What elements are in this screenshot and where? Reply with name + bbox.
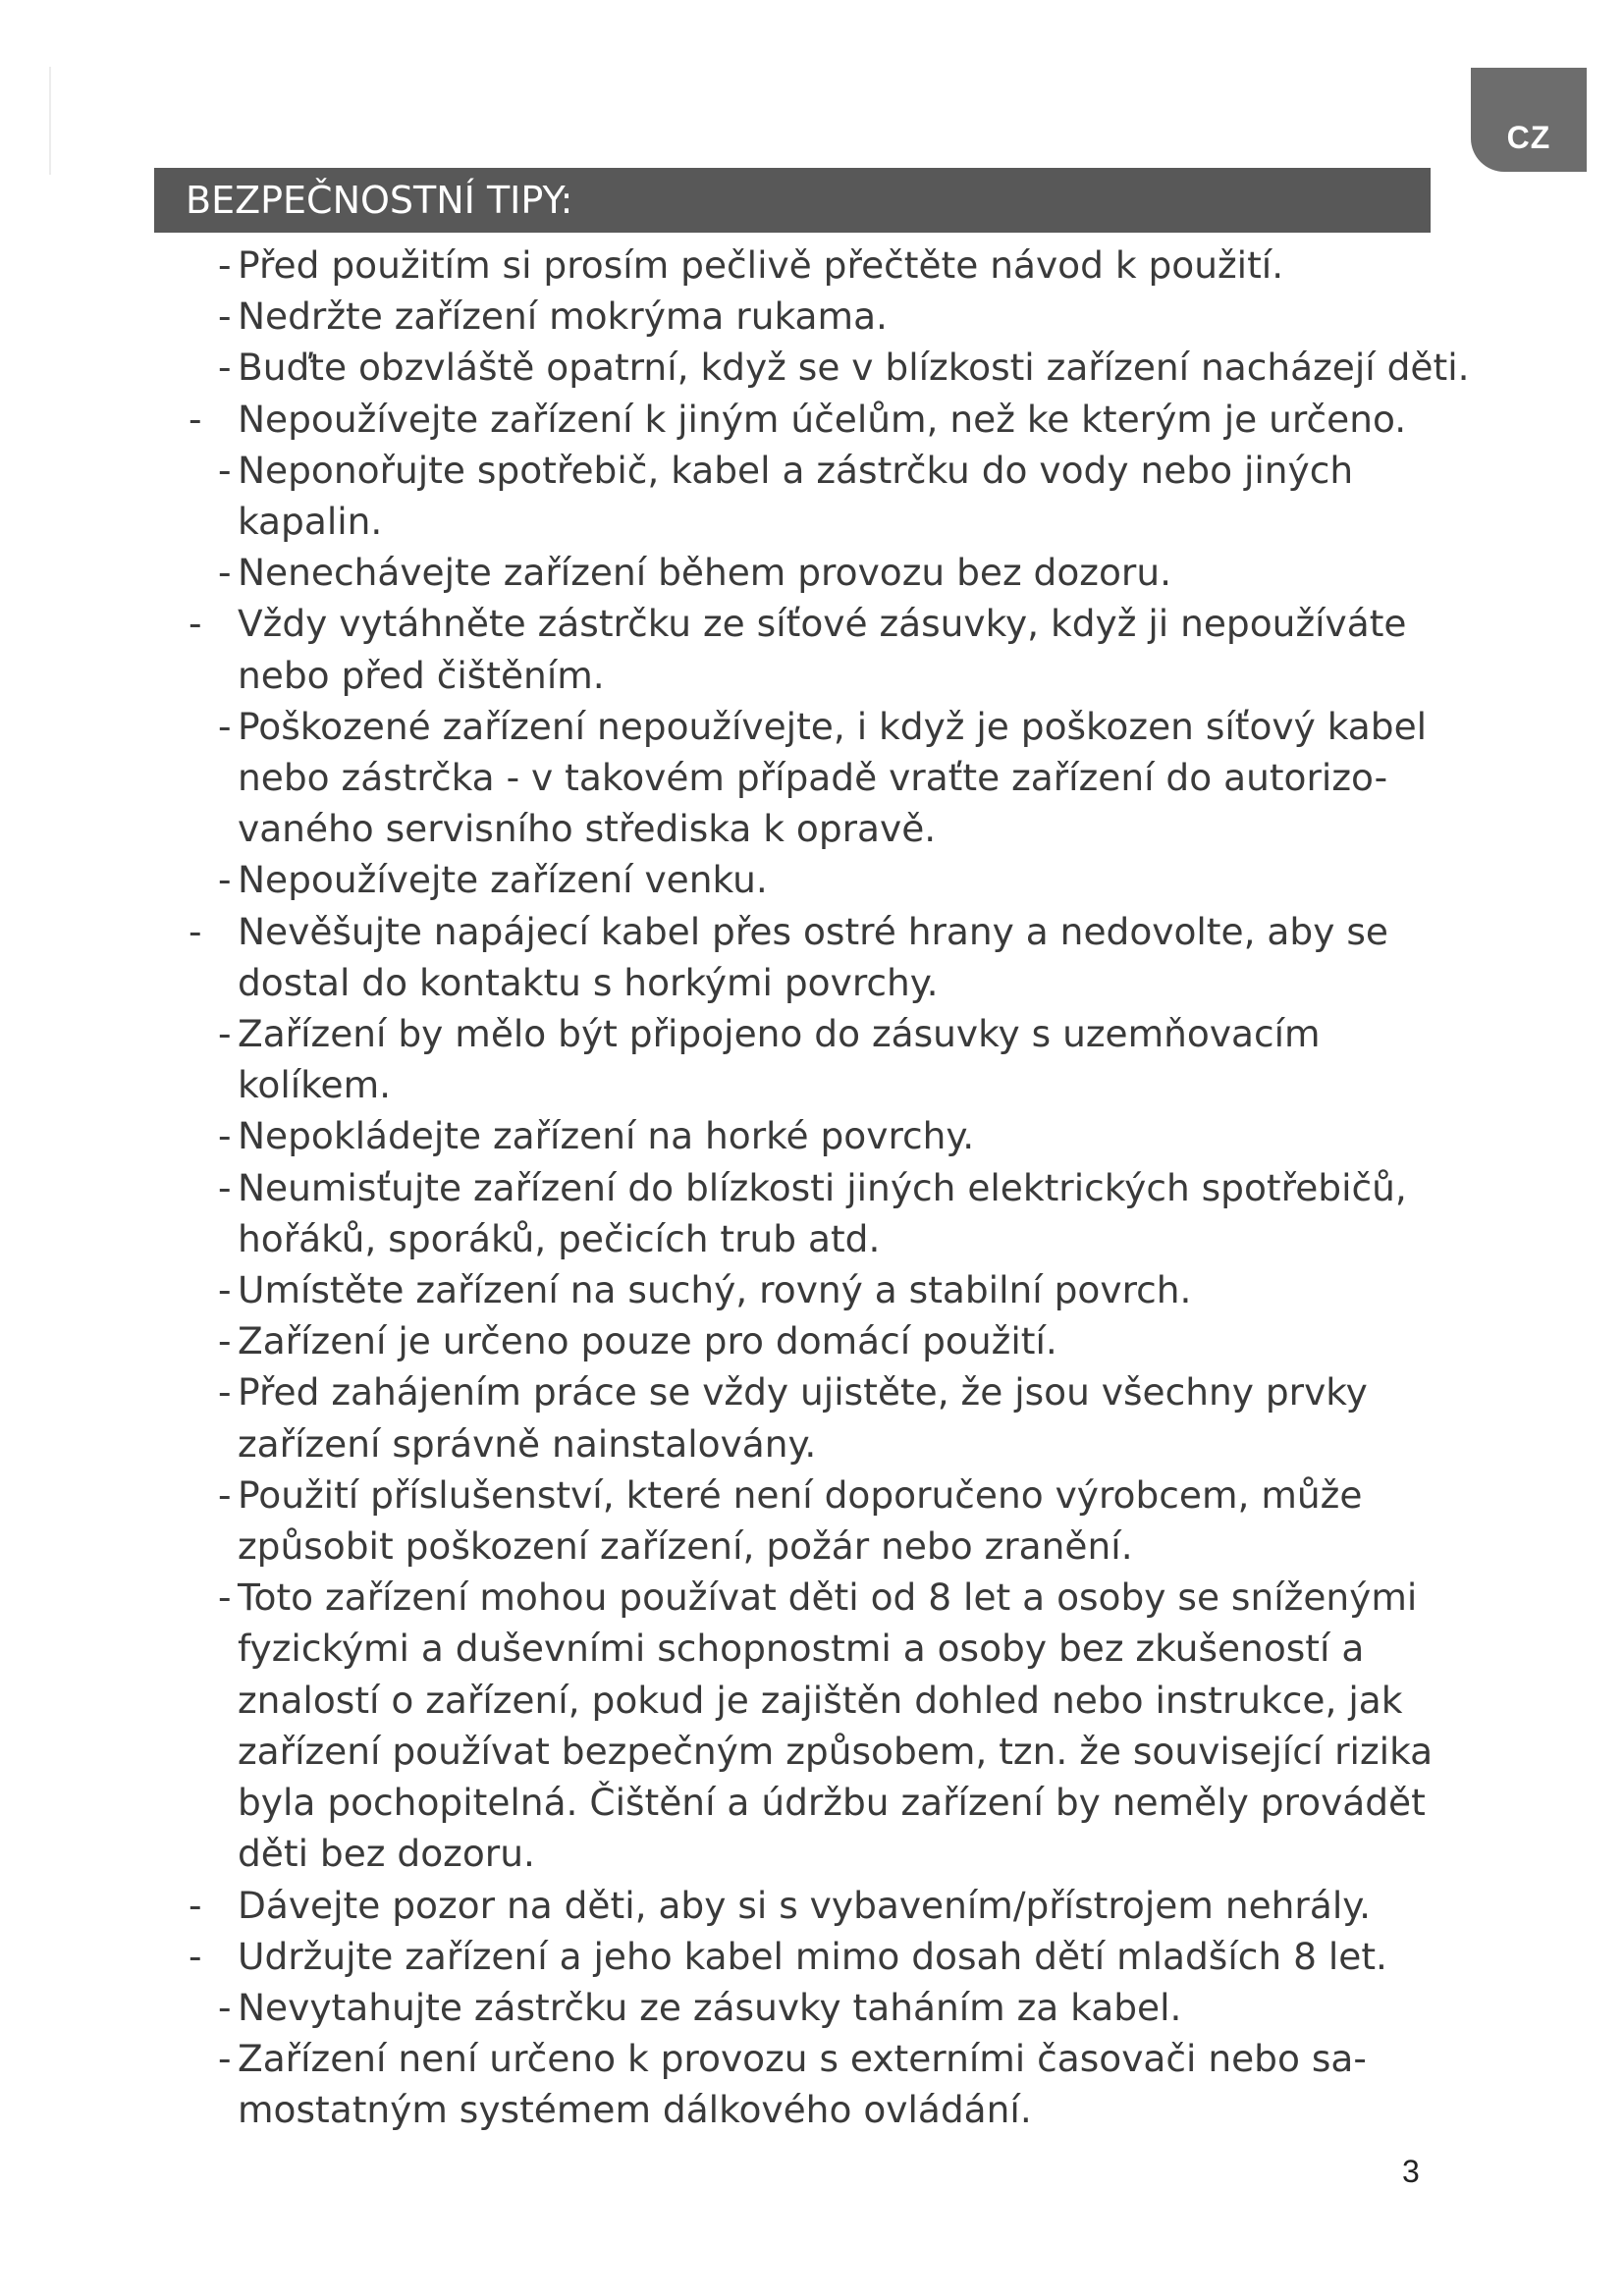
safety-tip (0, 291, 1475, 342)
tip-text: Použití příslušenství, které není doporučeno výrobcem, může způsobit poškození zařízení, požár nebo zranění. (238, 1472, 1363, 1569)
safety-tip (0, 445, 1475, 547)
safety-tip (0, 1315, 1475, 1366)
tip-bullet: - (218, 346, 232, 390)
tip-bullet: - (218, 243, 232, 287)
section-title: BEZPEČNOSTNÍ TIPY: (186, 179, 573, 222)
safety-tip (0, 240, 1475, 291)
tip-text: Nepokládejte zařízení na horké povrchy. (238, 1114, 975, 1158)
tip-bullet: - (218, 1319, 232, 1363)
tip-bullet: - (218, 704, 232, 748)
tip-text: Neponořujte spotřebič, kabel a zástrčku do vody nebo jiných kapalin. (238, 448, 1354, 544)
safety-tip (0, 854, 1475, 905)
tip-text: Nevytahujte zástrčku ze zásuvky taháním za kabel. (238, 1985, 1182, 2029)
safety-tip (0, 1008, 1475, 1110)
tip-bullet: - (218, 1575, 232, 1620)
tip-text: Poškozené zařízení nepoužívejte, i když je poškozen síťový kabel nebo zástrčka - v takovém případě vraťte zařízení do autorizo- vaného servisního střediska k opravě. (238, 704, 1428, 851)
tip-text: Nevěšujte napájecí kabel přes ostré hrany a nedovolte, aby se dostal do kontaktu s horkými povrchy. (238, 909, 1388, 1004)
tip-bullet: - (218, 551, 232, 595)
safety-tip (0, 1162, 1475, 1264)
tip-text: Zařízení by mělo být připojeno do zásuvky s uzemňovacím kolíkem. (238, 1012, 1321, 1107)
tip-text: Udržujte zařízení a jeho kabel mimo dosah dětí mladších 8 let. (238, 1934, 1387, 1978)
tip-text: Toto zařízení mohou používat děti od 8 let a osoby se sníženými fyzickými a duševními schopnostmi a osoby bez zkušeností a znalostí o zařízení, pokud je zajištěn dohled nebo instrukce, jak zařízení používat bezpečným způsobem, tzn. že související rizika byla pochopitelná. Čištění a údržbu zařízení by neměly provádět děti bez dozoru. (238, 1575, 1434, 1876)
language-tab-label: CZ (1506, 120, 1551, 155)
safety-tip (0, 598, 1475, 700)
tip-text: Zařízení není určeno k provozu s externími časovači nebo sa- mostatným systémem dálkového ovládání. (238, 2037, 1367, 2132)
safety-tips-list (0, 240, 1624, 2136)
tip-bullet: - (218, 1114, 232, 1158)
tip-text: Nepoužívejte zařízení venku. (238, 858, 768, 902)
safety-tip (0, 701, 1475, 855)
safety-tip (0, 342, 1475, 393)
safety-tip (0, 547, 1475, 598)
tip-bullet: - (218, 1165, 232, 1209)
tip-text: Zařízení je určeno pouze pro domácí použití. (238, 1319, 1057, 1363)
tip-bullet: - (218, 858, 232, 902)
safety-tip (0, 906, 1475, 1008)
tip-text: Dávejte pozor na děti, aby si s vybavením/přístrojem nehrály. (238, 1883, 1372, 1927)
tip-bullet: - (218, 1012, 232, 1056)
tip-bullet: - (218, 1985, 232, 2029)
tip-text: Před použitím si prosím pečlivě přečtěte návod k použití. (238, 243, 1284, 287)
tip-text: Před zahájením práce se vždy ujistěte, že jsou všechny prvky zařízení správně nainstalovány. (238, 1370, 1368, 1466)
tip-bullet: - (189, 397, 202, 441)
tip-bullet: - (189, 909, 202, 953)
margin-rule (49, 67, 51, 175)
safety-tip (0, 394, 1475, 445)
tip-text: Neumisťujte zařízení do blízkosti jiných elektrických spotřebičů, hořáků, sporáků, pečicích trub atd. (238, 1165, 1407, 1260)
tip-text: Vždy vytáhněte zástrčku ze síťové zásuvky, když ji nepoužíváte nebo před čištěním. (238, 602, 1407, 697)
page-number: 3 (1402, 2154, 1420, 2189)
tip-text: Nepoužívejte zařízení k jiným účelům, než ke kterým je určeno. (238, 397, 1407, 441)
tip-bullet: - (218, 2037, 232, 2081)
tip-bullet: - (218, 294, 232, 339)
tip-text: Nedržte zařízení mokrýma rukama. (238, 294, 888, 339)
safety-tip (0, 1982, 1475, 2033)
safety-tip (0, 1110, 1475, 1161)
safety-tip (0, 1572, 1475, 1879)
tip-bullet: - (218, 448, 232, 492)
section-header (154, 168, 1431, 233)
safety-tip (0, 1880, 1475, 1931)
tip-text: Umístěte zařízení na suchý, rovný a stabilní povrch. (238, 1268, 1192, 1312)
safety-tip (0, 1264, 1475, 1315)
safety-tip (0, 2033, 1475, 2135)
tip-bullet: - (189, 1934, 202, 1978)
safety-tip (0, 1366, 1475, 1468)
safety-tip (0, 1931, 1475, 1982)
tip-bullet: - (218, 1268, 232, 1312)
tip-text: Buďte obzvláště opatrní, když se v blízkosti zařízení nacházejí děti. (238, 346, 1470, 390)
tip-bullet: - (189, 1883, 202, 1927)
tip-bullet: - (218, 1472, 232, 1517)
tip-bullet: - (189, 602, 202, 646)
language-tab (1471, 68, 1587, 172)
tip-text: Nenechávejte zařízení během provozu bez dozoru. (238, 551, 1172, 595)
safety-tip (0, 1469, 1475, 1572)
tip-bullet: - (218, 1370, 232, 1415)
